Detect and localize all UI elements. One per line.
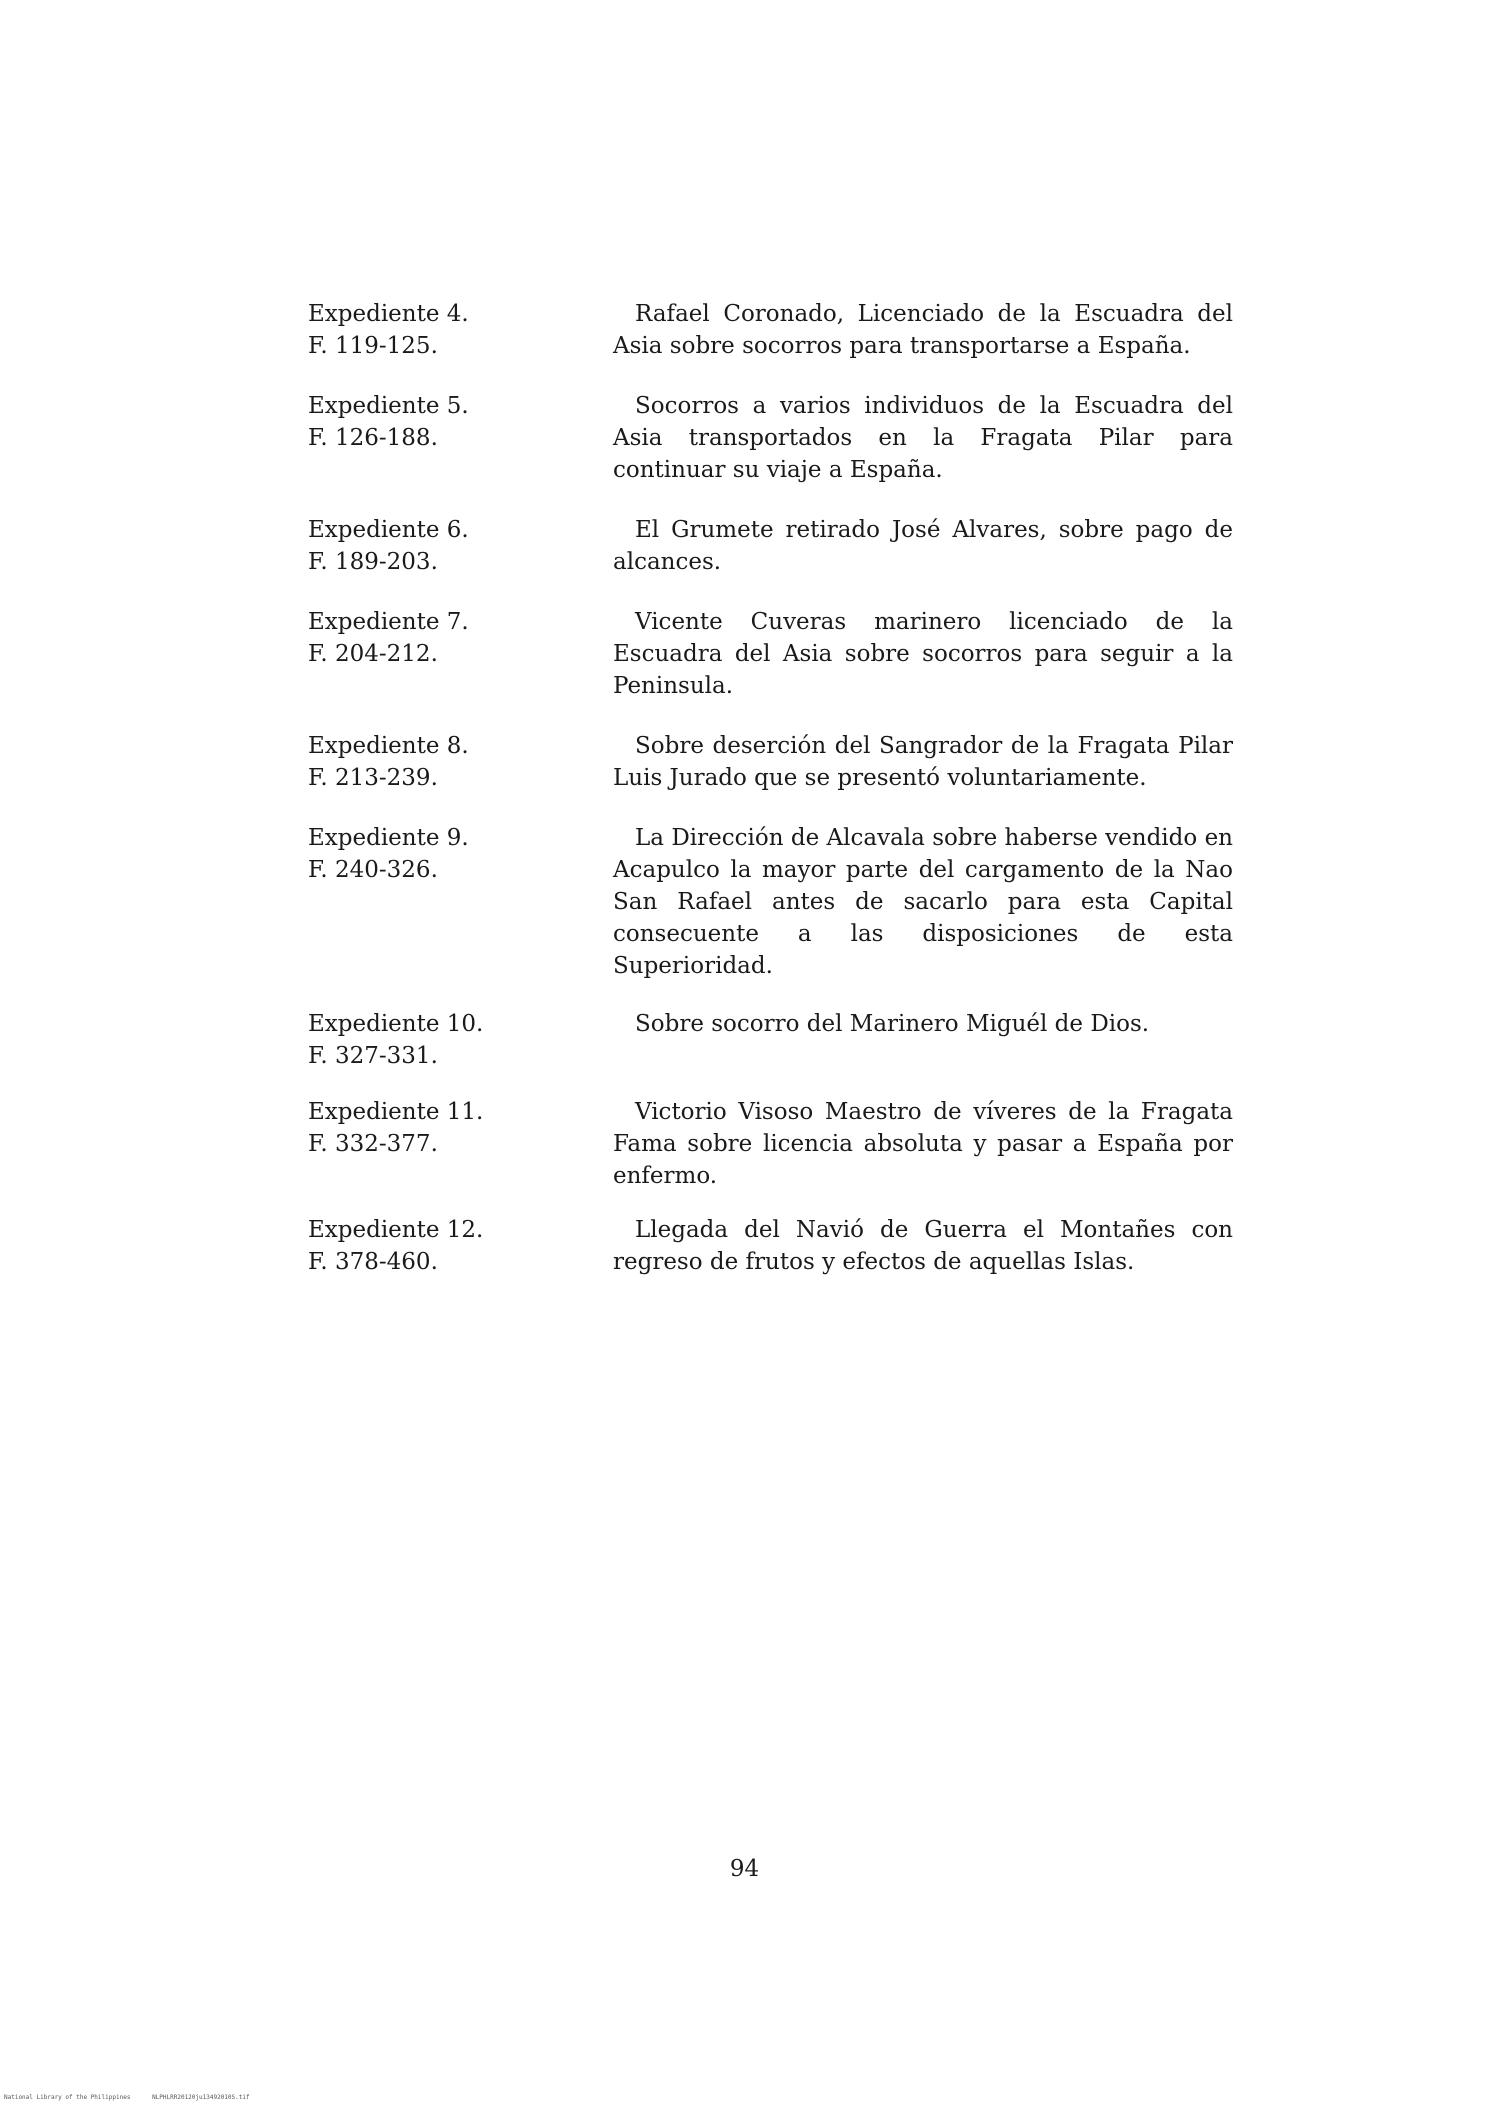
entry-reference xyxy=(308,822,508,886)
entry-reference xyxy=(308,514,508,578)
expediente-label: Expediente 4. xyxy=(308,301,469,327)
entry-description: Rafael Coronado, Licenciado de la Escuadra del Asia sobre socorros para transportarse a España. xyxy=(613,301,1233,359)
entry-description: La Dirección de Alcavala sobre haberse vendido en Acapulco la mayor parte del cargamento de la Nao San Rafael antes de sacarlo para esta Capital consecuente a las disposiciones de esta Superioridad. xyxy=(613,825,1233,979)
entry-reference xyxy=(308,606,508,670)
expediente-label: Expediente 12. xyxy=(308,1217,484,1243)
scan-footer xyxy=(4,2094,268,2101)
expediente-label: Expediente 6. xyxy=(308,517,469,543)
entry-reference xyxy=(308,730,508,794)
folio-range: F. 119-125. xyxy=(308,333,438,359)
entry-reference xyxy=(308,1008,508,1072)
entry-description: El Grumete retirado José Alvares, sobre pago de alcances. xyxy=(613,517,1233,575)
page-number: 94 xyxy=(729,1856,760,1882)
footer-library-name: National Library of the Philippines xyxy=(4,2094,131,2101)
expediente-label: Expediente 11. xyxy=(308,1099,484,1125)
folio-range: F. 332-377. xyxy=(308,1131,438,1157)
entry-description: Victorio Visoso Maestro de víveres de la Fragata Fama sobre licencia absoluta y pasar a España por enfermo. xyxy=(613,1099,1233,1189)
folio-range: F. 327-331. xyxy=(308,1043,438,1069)
entry-description: Vicente Cuveras marinero licenciado de la Escuadra del Asia sobre socorros para seguir a la Peninsula. xyxy=(613,609,1233,699)
entry-reference xyxy=(308,1214,508,1278)
folio-range: F. 126-188. xyxy=(308,425,438,451)
footer-file-name: NLPHLRR20120ju13492010S.tif xyxy=(152,2094,250,2101)
folio-range: F. 378-460. xyxy=(308,1249,438,1275)
entry-description: Llegada del Navió de Guerra el Montañes con regreso de frutos y efectos de aquellas Islas. xyxy=(613,1217,1233,1275)
entry-reference xyxy=(308,1096,508,1160)
entry-description: Sobre deserción del Sangrador de la Fragata Pilar Luis Jurado que se presentó voluntariamente. xyxy=(613,733,1233,791)
expediente-label: Expediente 9. xyxy=(308,825,469,851)
entry-description: Socorros a varios individuos de la Escuadra del Asia transportados en la Fragata Pilar para continuar su viaje a España. xyxy=(613,393,1233,483)
expediente-label: Expediente 8. xyxy=(308,733,469,759)
folio-range: F. 204-212. xyxy=(308,641,438,667)
expediente-label: Expediente 5. xyxy=(308,393,469,419)
expediente-label: Expediente 10. xyxy=(308,1011,484,1037)
entry-reference xyxy=(308,390,508,454)
entry-reference xyxy=(308,298,508,362)
folio-range: F. 240-326. xyxy=(308,857,438,883)
folio-range: F. 189-203. xyxy=(308,549,438,575)
expediente-label: Expediente 7. xyxy=(308,609,469,635)
folio-range: F. 213-239. xyxy=(308,765,438,791)
entry-description: Sobre socorro del Marinero Miguél de Dios. xyxy=(635,1011,1150,1037)
